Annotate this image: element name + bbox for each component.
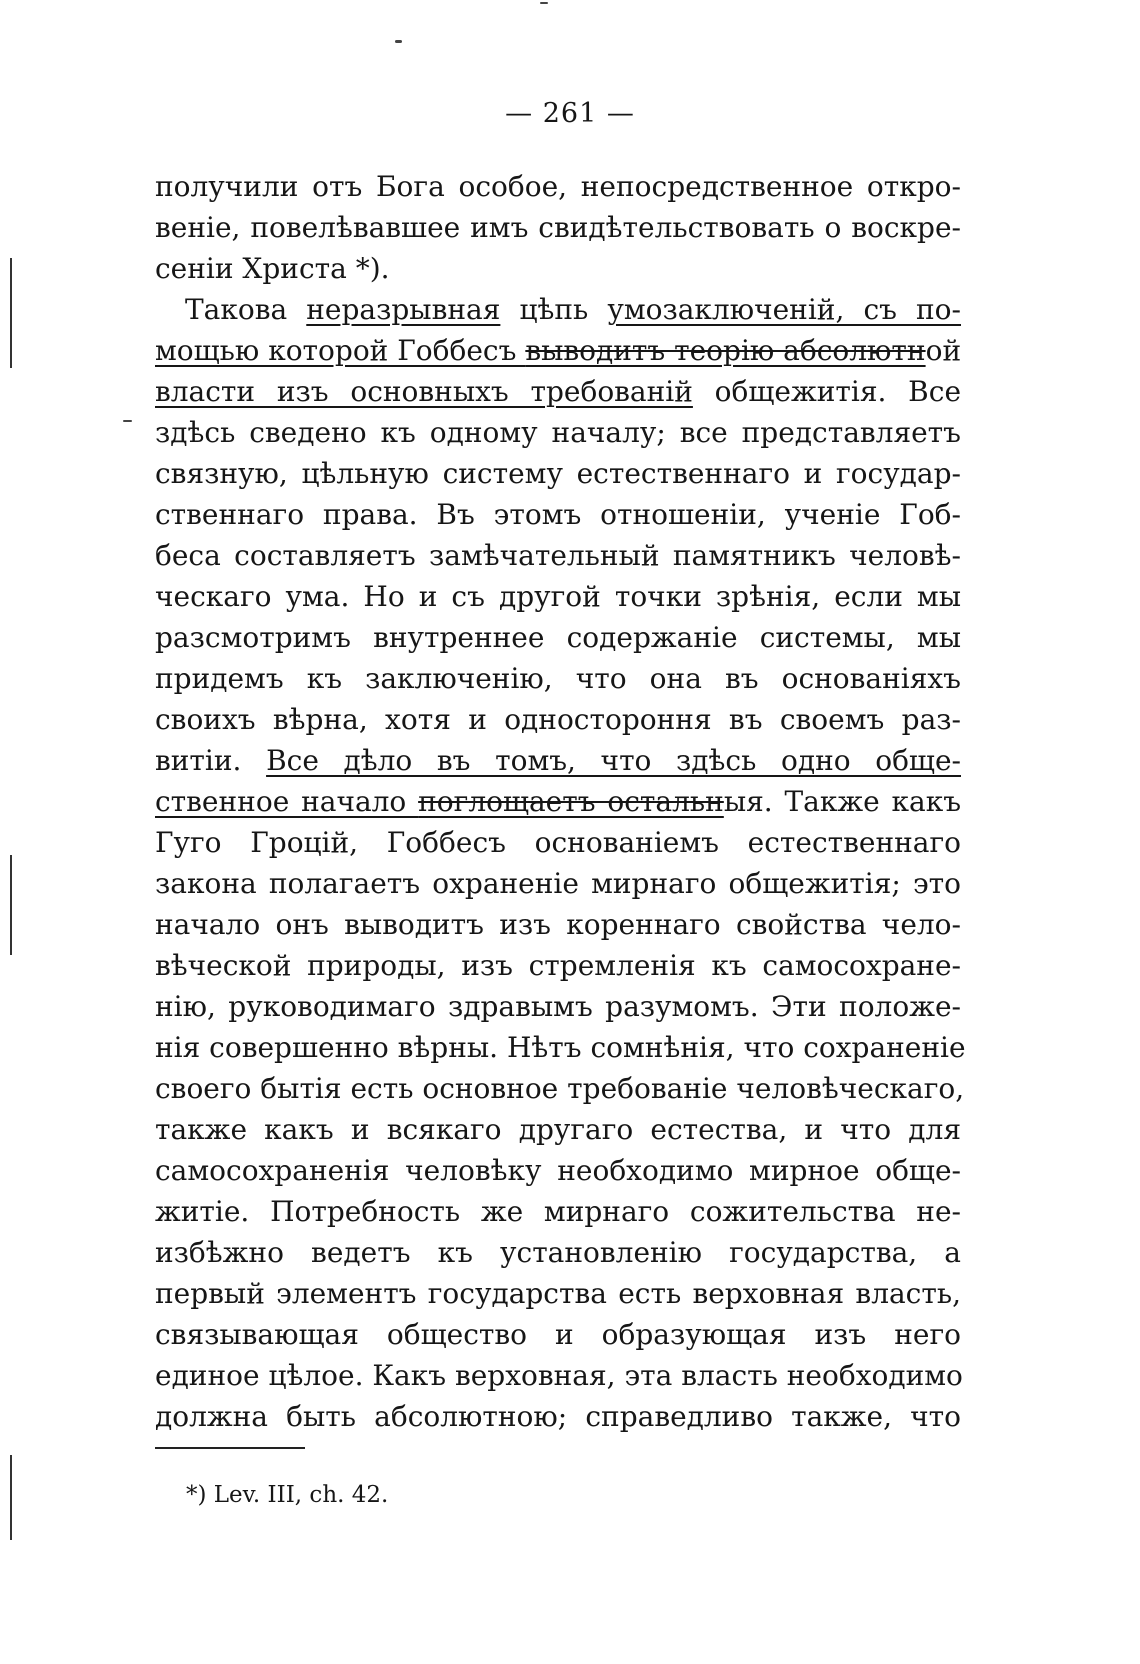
text-line: также какъ и всякаго другаго естества, и что для [155,1113,961,1146]
underlined-span: умозаключеній, съ по- [607,293,961,326]
text-line: здѣсь сведено къ одному началу; все представляетъ [155,416,961,449]
margin-mark [10,1455,12,1540]
text-line: должна быть абсолютною; справедливо также, что [155,1400,961,1433]
text-span: цѣпь [500,293,608,326]
scan-speck [395,40,402,43]
struck-span: поглощаетъ остальн [418,785,724,818]
underlined-span: ственное начало [155,785,419,818]
text-line: избѣжно ведетъ къ установленію государства, а [155,1236,961,1269]
text-line [155,740,961,781]
page-number: — 261 — [505,98,635,129]
text-line: вѣческой природы, изъ стремленія къ самосохране- [155,949,961,982]
text-line: разсмотримъ внутреннее содержаніе системы, мы [155,621,961,654]
text-line [155,371,961,412]
text-span: ой [925,334,962,367]
footnote-rule [155,1447,305,1449]
text-line [155,289,961,330]
text-line [155,781,961,822]
text-span: общежитія. Все [692,375,962,408]
text-line: закона полагаетъ охраненіе мирнаго общежитія; это [155,867,961,900]
text-line: единое цѣлое. Какъ верховная, эта власть необходимо [155,1359,963,1392]
scan-speck [123,420,132,422]
underlined-span: Все дѣло въ томъ, что здѣсь одно обще- [266,744,961,777]
struck-span: выводитъ теорію абсолютн [525,334,926,367]
text-line: ственнаго права. Въ этомъ отношеніи, ученіе Гоб- [155,498,961,531]
text-line: своихъ вѣрна, хотя и одностороння въ своемъ раз- [155,703,961,736]
footnote: *) Lev. III, ch. 42. [186,1482,389,1508]
text-line: нію, руководимаго здравымъ разумомъ. Эти положе- [155,990,961,1023]
text-line: нія совершенно вѣрны. Нѣтъ сомнѣнія, что сохраненіе [155,1031,966,1064]
text-line: сеніи Христа *). [155,252,390,285]
text-span: ыя. Также какъ [723,785,962,818]
text-line: связную, цѣльную систему естественнаго и государ- [155,457,961,490]
text-line: Гуго Гроцій, Гоббесъ основаніемъ естественнаго [155,826,961,859]
text-line: беса составляетъ замѣчательный памятникъ человѣ- [155,539,961,572]
text-line: первый элементъ государства есть верховная власть, [155,1277,961,1310]
text-line: житіе. Потребность же мирнаго сожительства не- [155,1195,961,1228]
margin-mark [10,258,12,368]
text-line: самосохраненія человѣку необходимо мирное обще- [155,1154,961,1187]
text-span: Такова [185,293,307,326]
margin-mark [10,855,12,955]
text-line: ческаго ума. Но и съ другой точки зрѣнія, если мы [155,580,961,613]
text-line: получили отъ Бога особое, непосредственное откро- [155,170,961,203]
text-span: витіи. [155,744,267,777]
text-line: начало онъ выводитъ изъ кореннаго свойства чело- [155,908,961,941]
text-line: связывающая общество и образующая изъ него [155,1318,961,1351]
underlined-span: мощью которой Гоббесъ [155,334,526,367]
text-line: веніе, повелѣвавшее имъ свидѣтельствовать о воскре- [155,211,961,244]
text-line [155,330,961,371]
text-line: своего бытія есть основное требованіе человѣческаго, [155,1072,965,1105]
scan-speck [540,2,548,4]
text-line: придемъ къ заключенію, что она въ основаніяхъ [155,662,961,695]
underlined-span: власти изъ основныхъ требованій [155,375,693,408]
underlined-span: неразрывная [306,293,501,326]
body-text [155,166,966,1437]
